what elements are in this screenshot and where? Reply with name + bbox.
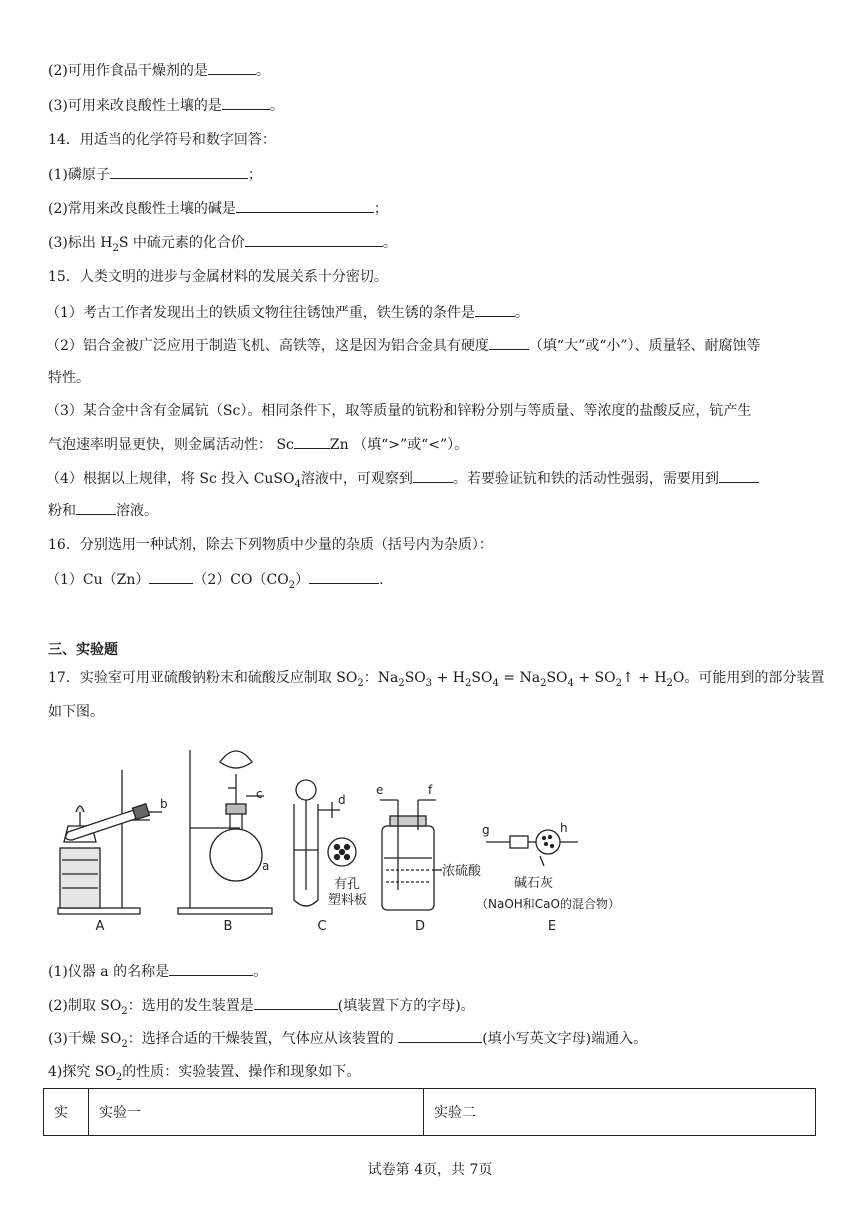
- port-f: f: [428, 783, 433, 797]
- answer-blank[interactable]: [110, 164, 248, 179]
- note-c-line2: 塑料板: [328, 893, 368, 908]
- q15-4b: 粉和 溶液。: [48, 500, 158, 521]
- q17-stem-cont: 如下图。: [48, 704, 104, 720]
- apparatus-d: [380, 800, 442, 910]
- q15-2b: 特性。: [48, 370, 90, 386]
- q15-4a: （4）根据以上规律，将 Sc 投入 CuSO$_4$溶液中，可观察到 。若要验证钪和铁的活动性强弱，需要用到: [46, 468, 759, 489]
- note-e-line1: 碱石灰: [514, 876, 554, 891]
- experiment-table: [43, 1088, 816, 1136]
- port-g: g: [482, 823, 490, 837]
- table-cell: 实: [44, 1089, 89, 1136]
- table-cell: 实验一: [89, 1089, 424, 1136]
- q15-3a: （3）某合金中含有金属钪（Sc）。相同条件下，取等质量的钪粉和锌粉分别与等质量、等浓度的盐酸反应，钪产生: [46, 403, 752, 419]
- section-title: 三、实验题: [48, 642, 118, 658]
- answer-blank[interactable]: [719, 468, 759, 483]
- answer-blank[interactable]: [149, 569, 193, 584]
- apparatus-a: [58, 770, 162, 914]
- table-row: [44, 1089, 816, 1136]
- q15-stem: 15．人类文明的进步与金属材料的发展关系十分密切。: [48, 269, 388, 285]
- answer-blank[interactable]: [208, 60, 256, 75]
- answer-blank[interactable]: [413, 468, 453, 483]
- port-h: h: [560, 821, 568, 835]
- page-footer: 试卷第 4页，共 7页: [367, 1162, 493, 1178]
- note-e-line2: （NaOH和CaO的混合物）: [476, 897, 620, 911]
- port-b: b: [160, 797, 168, 811]
- answer-blank[interactable]: [294, 434, 330, 449]
- q13-2: (2)可用作食品干燥剂的是 。: [48, 60, 270, 81]
- q17-3: (3)干燥 $SO_2$：选择合适的干燥装置，气体应从该装置的 (填小写英文字母)端通入。: [48, 1028, 647, 1049]
- q15-3b: 气泡速率明显更快，则金属活动性： Sc Zn （填“>”或“<”）。: [48, 434, 468, 455]
- q14-2: (2)常用来改良酸性土壤的碱是 ；: [48, 198, 388, 219]
- q17-2: (2)制取 $SO_2$：选用的发生装置是 (填装置下方的字母)。: [48, 995, 475, 1016]
- q16-1: （1）Cu（Zn） $(2)CO(CO_2)$ .: [46, 569, 384, 590]
- label-c: C: [317, 919, 327, 934]
- note-c-line1: 有孔: [334, 877, 361, 892]
- answer-blank[interactable]: [222, 95, 270, 110]
- answer-blank[interactable]: [254, 995, 338, 1010]
- apparatus-b: [178, 750, 272, 914]
- table-cell: 实验二: [424, 1089, 816, 1136]
- note-d: 浓硫酸: [442, 864, 482, 879]
- answer-blank[interactable]: [398, 1028, 482, 1043]
- answer-blank[interactable]: [489, 335, 529, 350]
- port-a: a: [262, 859, 270, 873]
- q17-4: 4)探究 $SO_2$的性质：实验装置、操作和现象如下。: [48, 1064, 361, 1083]
- port-e: e: [376, 783, 384, 797]
- label-a: A: [95, 919, 105, 934]
- q17-1: (1)仪器 a 的名称是 。: [48, 961, 267, 982]
- q17-stem: 17．实验室可用亚硫酸钠粉末和硫酸反应制取 $SO_2$：$Na_2SO_3 + H_2SO_4 = Na_2SO_4$ + $SO_2↑ + H_2O$。可能用到的部分装置: [48, 670, 825, 689]
- q15-2a: （2）铝合金被广泛应用于制造飞机、高铁等，这是因为铝合金具有硬度 （填“大”或“小”）、质量轻、耐腐蚀等: [46, 335, 761, 356]
- apparatus-figure: [50, 740, 690, 940]
- answer-blank[interactable]: [236, 198, 374, 213]
- answer-blank[interactable]: [169, 961, 253, 976]
- q13-3: (3)可用来改良酸性土壤的是 。: [48, 95, 284, 116]
- label-b: B: [223, 919, 233, 934]
- q14-3: (3)标出 $H_2S$ 中硫元素的化合价 。: [48, 232, 397, 253]
- apparatus-e: [486, 830, 578, 866]
- q14-1: (1)磷原子 ；: [48, 164, 262, 185]
- port-c: c: [256, 787, 263, 801]
- answer-blank[interactable]: [76, 500, 116, 515]
- label-d: D: [414, 919, 426, 934]
- port-d: d: [338, 793, 346, 807]
- answer-blank[interactable]: [309, 569, 379, 584]
- answer-blank[interactable]: [245, 232, 383, 247]
- label-e: E: [547, 919, 557, 934]
- answer-blank[interactable]: [475, 302, 515, 317]
- q15-1: （1）考古工作者发现出土的铁质文物往往锈蚀严重，铁生锈的条件是 。: [46, 302, 529, 323]
- q16-stem: 16．分别选用一种试剂，除去下列物质中少量的杂质（括号内为杂质）：: [48, 537, 493, 553]
- q14-stem: 14．用适当的化学符号和数字回答：: [48, 132, 276, 148]
